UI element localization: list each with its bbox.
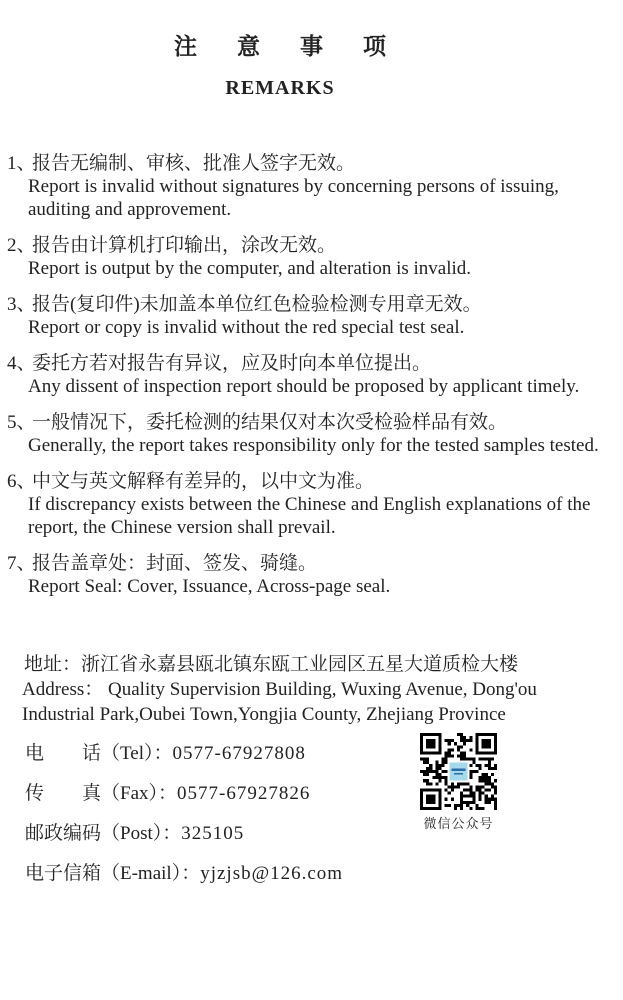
remark-text-chinese: 报告无编制、审核、批准人签字无效。 — [32, 153, 356, 174]
postcode-value: 325105 — [181, 823, 245, 844]
wechat-qr-caption: 微信公众号 — [423, 816, 494, 831]
address-block — [22, 652, 597, 727]
remark-number: 5、 — [7, 412, 36, 433]
remark-item — [7, 293, 623, 339]
telephone-value: 0577-67927808 — [172, 743, 306, 764]
fax-row — [25, 782, 623, 805]
remark-number: 4、 — [7, 353, 36, 374]
telephone-row — [25, 742, 623, 765]
remark-text-chinese: 报告(复印件)未加盖本单位红色检验检测专用章无效。 — [32, 294, 482, 315]
remark-item — [7, 411, 623, 457]
fax-label: 传 真（Fax）： — [25, 783, 178, 804]
page-title-english: REMARKS — [225, 77, 335, 99]
email-row — [25, 862, 623, 885]
remark-text-chinese: 报告盖章处：封面、签发、骑缝。 — [32, 553, 318, 574]
email-label: 电子信箱（E-mail）： — [25, 863, 201, 884]
remark-number: 2、 — [7, 235, 36, 256]
address-chinese: 地址：浙江省永嘉县瓯北镇东瓯工业园区五星大道质检大楼 — [24, 654, 519, 675]
remark-text-english: Generally, the report takes responsibility only for the tested samples tested. — [28, 435, 599, 456]
wechat-qr-block — [420, 733, 497, 832]
remark-number: 7、 — [7, 553, 36, 574]
remark-number: 3、 — [7, 294, 36, 315]
remark-item — [7, 234, 623, 280]
remark-text-chinese: 委托方若对报告有异议，应及时向本单位提出。 — [32, 353, 432, 374]
remark-text-chinese: 报告由计算机打印输出，涂改无效。 — [32, 235, 337, 256]
remark-item — [7, 152, 623, 221]
remark-text-english: Report Seal: Cover, Issuance, Across-page seal. — [28, 576, 391, 597]
email-value: yjzjsb@126.com — [200, 863, 344, 884]
remark-item — [7, 552, 623, 598]
remarks-list — [0, 152, 623, 598]
remark-text-chinese: 一般情况下，委托检测的结果仅对本次受检验样品有效。 — [32, 412, 508, 433]
remark-item — [7, 470, 623, 539]
page-title-chinese: 注意事项 — [174, 34, 426, 59]
remark-text-english: Report or copy is invalid without the red special test seal. — [28, 317, 465, 338]
postcode-row — [25, 822, 623, 845]
remark-text-english: Any dissent of inspection report should be proposed by applicant timely. — [28, 376, 580, 397]
postcode-label: 邮政编码（Post）： — [25, 823, 182, 844]
telephone-label: 电 话（Tel）： — [25, 743, 173, 764]
fax-value: 0577-67927826 — [177, 783, 311, 804]
wechat-qr-code-icon — [420, 733, 497, 810]
address-english: Address： Quality Supervision Building, Wuxing Avenue, Dong'ou Industrial Park,Oubei Town,Yongjia County, Zhejiang Province — [22, 679, 537, 725]
remark-number: 1、 — [7, 153, 36, 174]
remark-text-chinese: 中文与英文解释有差异的，以中文为准。 — [32, 471, 375, 492]
contact-block — [25, 742, 623, 885]
remark-item — [7, 352, 623, 398]
remark-text-english: Report is output by the computer, and alteration is invalid. — [28, 258, 472, 279]
remark-text-english: If discrepancy exists between the Chinese and English explanations of the report, the Chinese version shall prevail. — [28, 494, 591, 538]
remark-number: 6、 — [7, 471, 36, 492]
remark-text-english: Report is invalid without signatures by concerning persons of issuing, auditing and approvement. — [28, 176, 559, 220]
